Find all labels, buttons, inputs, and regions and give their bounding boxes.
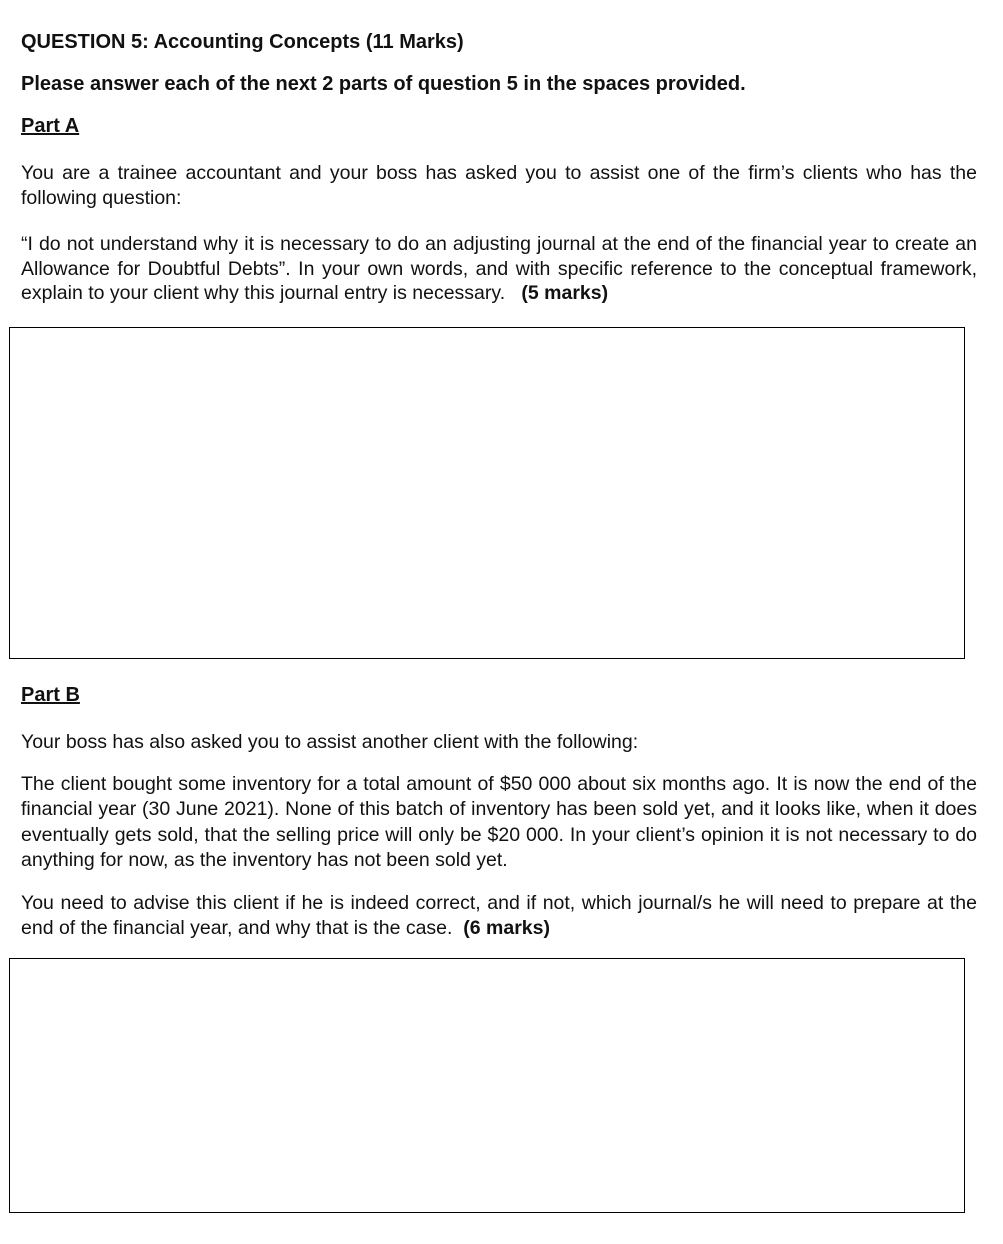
part-a-answer-box[interactable] [9,327,965,659]
part-b-answer-box[interactable] [9,958,965,1213]
part-b-intro: Your boss has also asked you to assist another client with the following: [21,731,639,753]
part-a-marks: (5 marks) [521,282,609,304]
question-instruction: Please answer each of the next 2 parts of question 5 in the spaces provided. [21,73,746,95]
part-b-task [21,891,977,940]
part-b-marks: (6 marks) [463,916,550,939]
part-a-question [21,232,977,306]
part-b-heading: Part B [21,684,80,706]
question-title: QUESTION 5: Accounting Concepts (11 Marks) [21,31,464,53]
part-a-heading: Part A [21,115,80,137]
part-b-task-text: You need to advise this client if he is indeed correct, and if not, which journal/s he will need to prepare at the end of the financial year, and why that is the case. [21,892,977,939]
part-a-question-text: “I do not understand why it is necessary to do an adjusting journal at the end of the financial year to create an Allowance for Doubtful Debts”. In your own words, and with specific reference to the conceptual framework, explain to your client why this journal entry is necessary. [21,233,977,304]
part-a-intro: You are a trainee accountant and your boss has asked you to assist one of the firm’s clients who has the following question: [21,162,977,209]
part-b-scenario: The client bought some inventory for a total amount of $50 000 about six months ago. It is now the end of the financial year (30 June 2021). None of this batch of inventory has been sold yet, and it looks like, when it does eventually gets sold, that the selling price will only be $20 000. In your client’s opinion it is not necessary to do anything for now, as the inventory has not been sold yet. [21,773,977,871]
